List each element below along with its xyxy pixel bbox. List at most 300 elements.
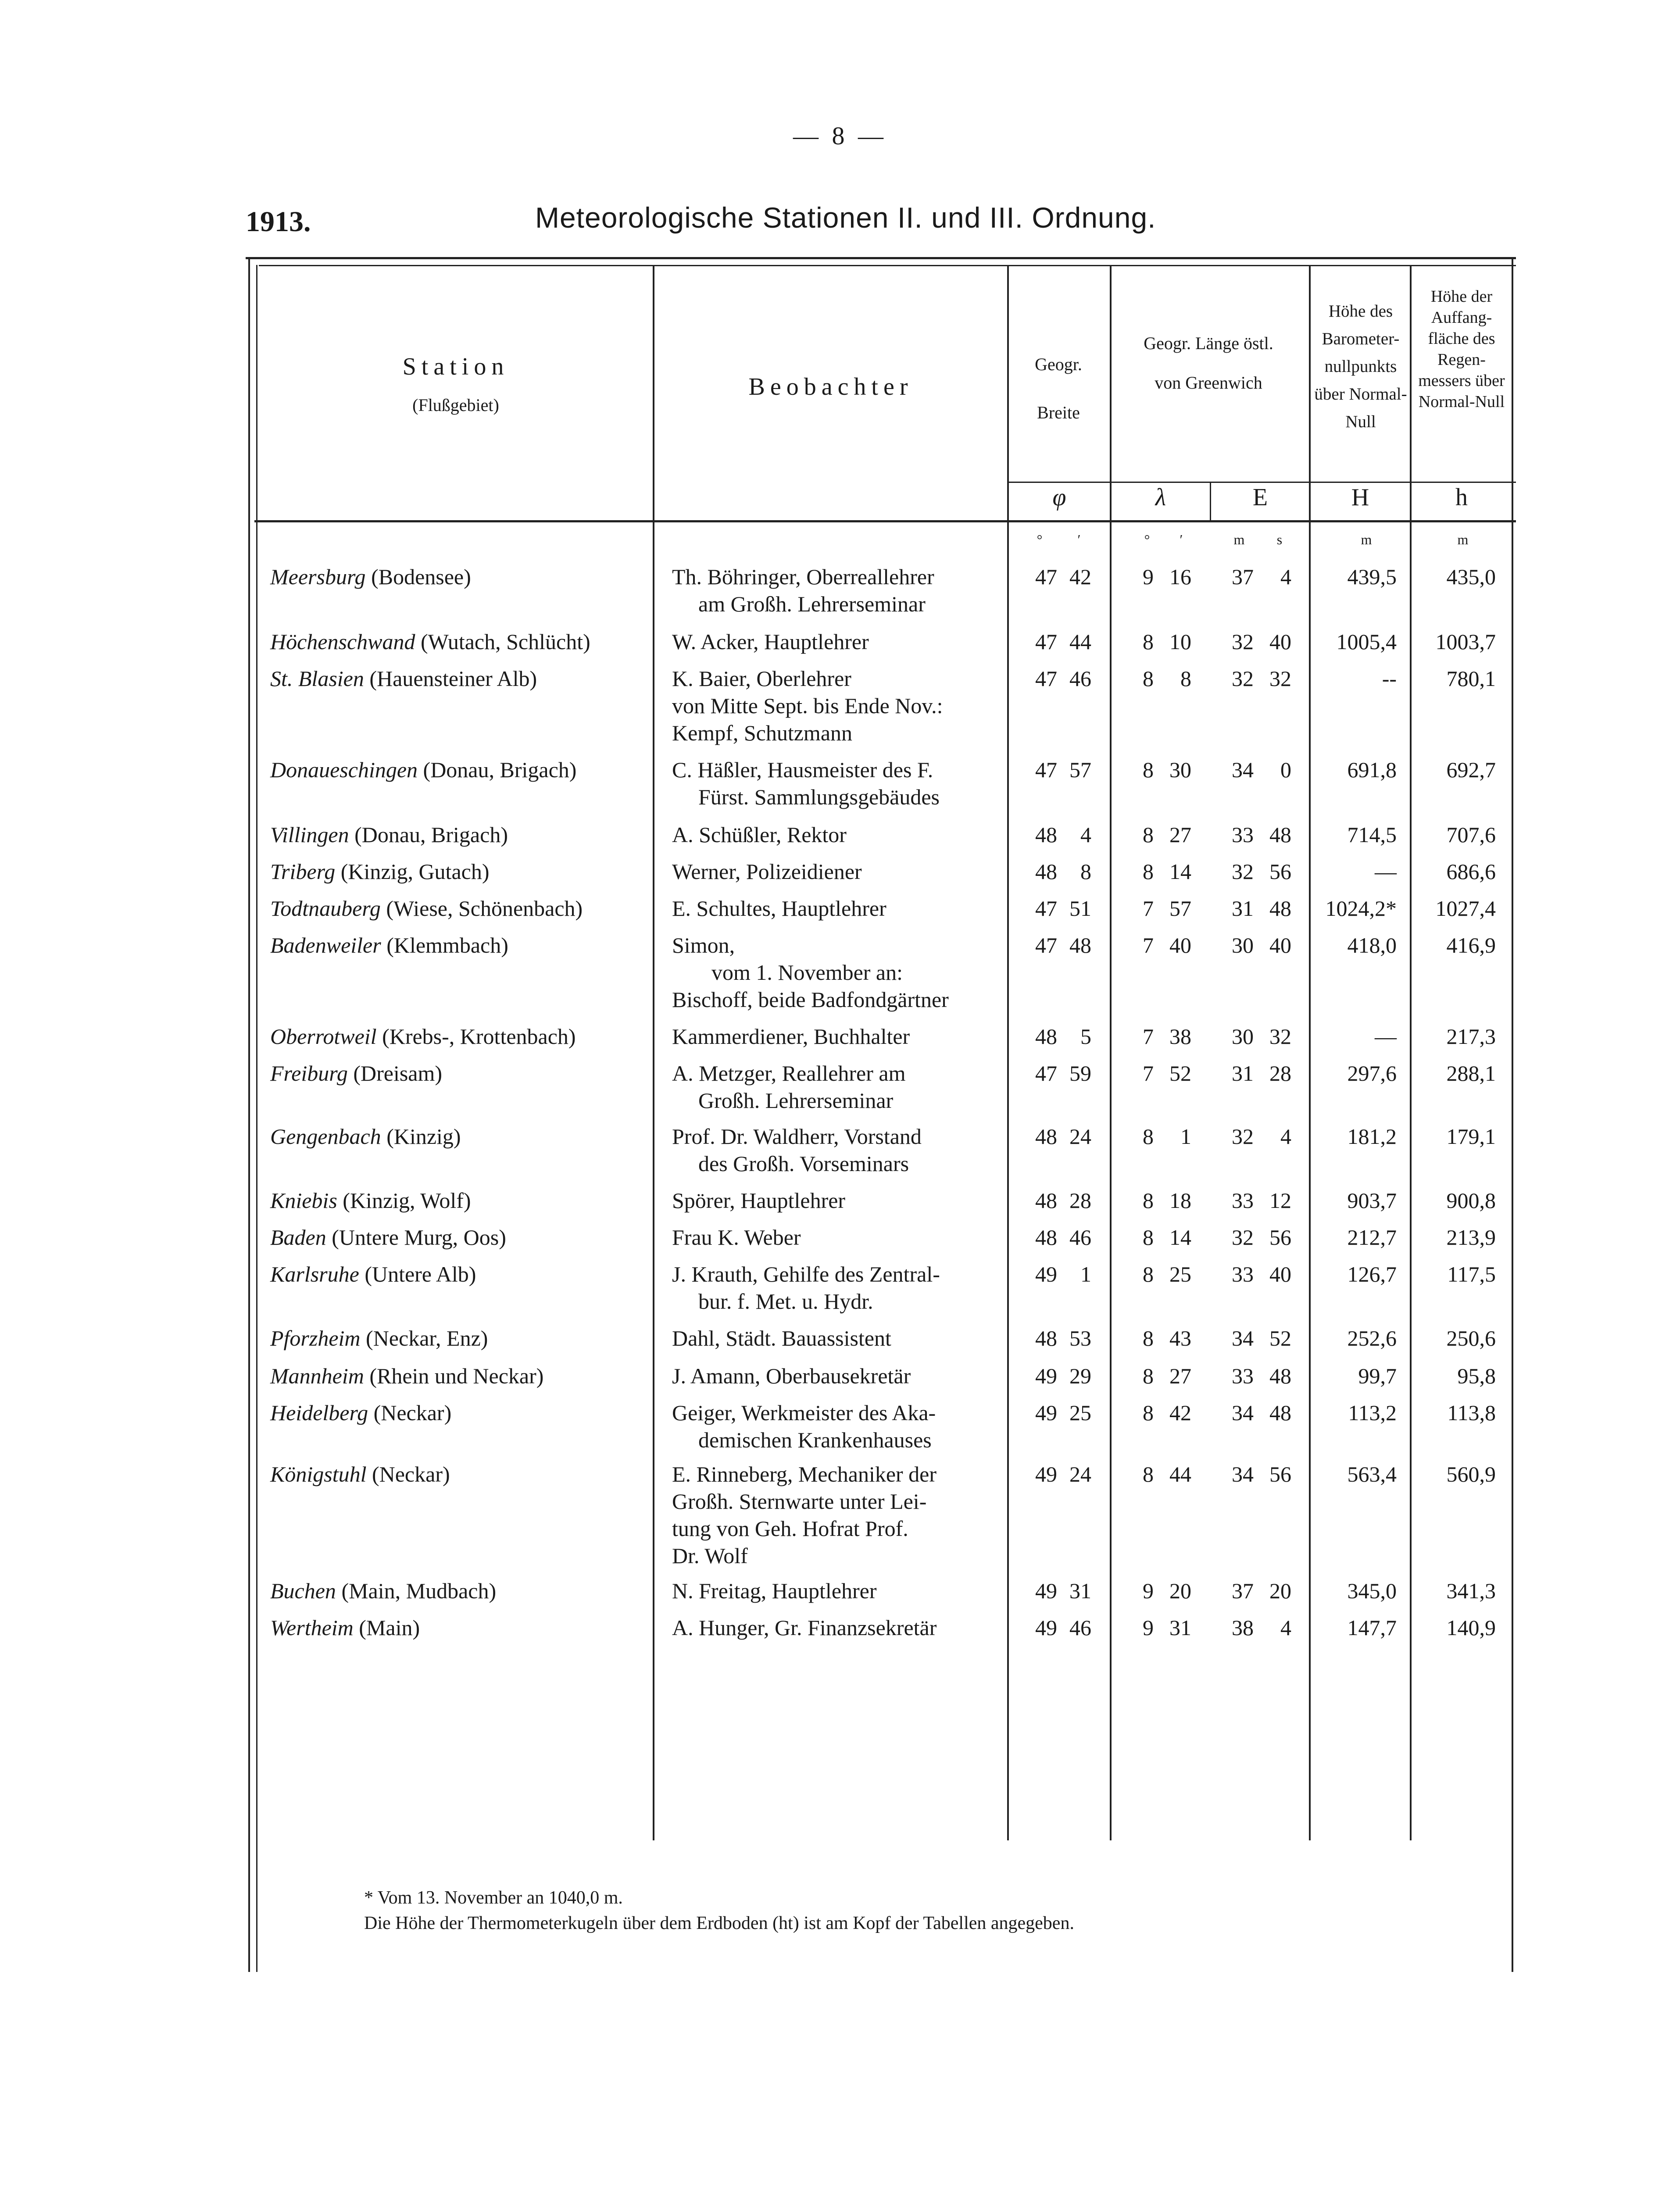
header-barometer: Höhe des Barometer-nullpunkts über Normal-Null (1314, 302, 1407, 431)
observer-line: des Großh. Vorseminars (698, 1151, 909, 1176)
value-lon-d: 7 (1143, 1024, 1154, 1049)
station-name: Karlsruhe (270, 1262, 359, 1286)
value-lat-m: 24 (1069, 1462, 1091, 1486)
observer-cell (672, 1224, 997, 1251)
station-name: Triberg (270, 859, 336, 884)
station-river: (Donau, Brigach) (423, 757, 577, 782)
value-h: 341,3 (1446, 1579, 1496, 1603)
value-lat-d: 49 (1035, 1615, 1057, 1640)
station-name: Baden (270, 1225, 326, 1250)
unit-E-m: m (1233, 532, 1245, 547)
value-e-m: 38 (1232, 1615, 1254, 1640)
station-cell (270, 1187, 471, 1214)
station-cell (270, 1399, 451, 1426)
value-lat-m: 29 (1069, 1364, 1091, 1388)
value-lon-m: 18 (1169, 1188, 1191, 1213)
header-observer: Beobachter (748, 373, 913, 400)
year-label: 1913. (246, 206, 311, 238)
value-lat-d: 48 (1035, 1124, 1057, 1149)
value-lon-d: 8 (1143, 1462, 1154, 1486)
value-lat-m: 57 (1069, 757, 1091, 782)
value-lon-m: 20 (1169, 1579, 1191, 1603)
value-lat-d: 47 (1035, 564, 1057, 589)
value-lat-d: 47 (1035, 666, 1057, 691)
value-lat-m: 25 (1069, 1400, 1091, 1425)
col-divider-observer (653, 265, 654, 1840)
value-h: 288,1 (1446, 1061, 1496, 1086)
station-river: (Hauensteiner Alb) (369, 666, 537, 691)
value-h: 1003,7 (1435, 629, 1496, 654)
table-left-border (248, 257, 250, 1972)
value-e-m: 33 (1232, 822, 1254, 847)
unit-E-s: s (1276, 532, 1283, 547)
value-e-m: 31 (1232, 1061, 1254, 1086)
value-H: 1005,4 (1336, 629, 1397, 654)
value-lon-d: 8 (1143, 1188, 1154, 1213)
value-h: 692,7 (1446, 757, 1496, 782)
header-bottom-rule (254, 520, 1516, 522)
value-e-m: 37 (1232, 1579, 1254, 1603)
observer-line: A. Hunger, Gr. Finanzsekretär (672, 1615, 937, 1640)
value-h: 1027,4 (1435, 896, 1496, 921)
observer-line: J. Amann, Oberbausekretär (672, 1364, 911, 1388)
value-e-m: 32 (1232, 666, 1254, 691)
unit-lat-min: ′ (1077, 532, 1081, 547)
header-station-sub: (Flußgebiet) (412, 395, 499, 415)
value-lat-d: 47 (1035, 896, 1057, 921)
value-lon-m: 16 (1169, 564, 1191, 589)
observer-cell (672, 1461, 997, 1569)
value-H: 252,6 (1347, 1326, 1397, 1350)
station-river: (Untere Murg, Oos) (332, 1225, 506, 1250)
value-h: 140,9 (1446, 1615, 1496, 1640)
station-name: Heidelberg (270, 1400, 368, 1425)
observer-line: E. Rinneberg, Mechaniker der (672, 1462, 937, 1486)
station-river: (Main, Mudbach) (341, 1579, 497, 1603)
value-h: 113,8 (1447, 1400, 1496, 1425)
observer-line: Fürst. Sammlungsgebäudes (698, 785, 940, 809)
station-cell (270, 1461, 450, 1488)
value-lat-d: 48 (1035, 1188, 1057, 1213)
value-H: — (1375, 859, 1397, 884)
value-H: 297,6 (1347, 1061, 1397, 1086)
value-lat-d: 49 (1035, 1462, 1057, 1486)
station-name: Freiburg (270, 1061, 348, 1086)
value-h: 95,8 (1457, 1364, 1496, 1388)
station-name: Höchenschwand (270, 629, 415, 654)
value-lat-m: 44 (1069, 629, 1091, 654)
observer-line: Dr. Wolf (672, 1543, 748, 1568)
footnote-line-2: Die Höhe der Thermometerkugeln über dem Erdboden (ht) ist am Kopf der Tabellen angegeben. (364, 1913, 1074, 1933)
station-cell (270, 932, 508, 959)
value-H: 691,8 (1347, 757, 1397, 782)
station-cell (270, 1224, 506, 1251)
value-lat-d: 47 (1035, 933, 1057, 957)
observer-line: tung von Geh. Hofrat Prof. (672, 1516, 908, 1541)
value-e-s: 20 (1269, 1579, 1291, 1603)
value-lat-d: 48 (1035, 1225, 1057, 1250)
value-lon-d: 8 (1143, 1225, 1154, 1250)
station-name: Pforzheim (270, 1326, 361, 1350)
observer-line: A. Metzger, Reallehrer am (672, 1061, 906, 1086)
value-h: 179,1 (1446, 1124, 1496, 1149)
value-H: 563,4 (1347, 1462, 1397, 1486)
value-e-m: 34 (1232, 1462, 1254, 1486)
value-lat-d: 47 (1035, 757, 1057, 782)
value-H: 126,7 (1347, 1262, 1397, 1286)
value-e-m: 34 (1232, 757, 1254, 782)
value-lat-d: 48 (1035, 822, 1057, 847)
value-lat-d: 49 (1035, 1400, 1057, 1425)
value-lon-m: 43 (1169, 1326, 1191, 1350)
value-e-s: 4 (1280, 564, 1291, 589)
page-number: — 8 — (793, 121, 887, 150)
value-H: 1024,2* (1325, 896, 1397, 921)
observer-cell (672, 756, 997, 811)
value-lon-d: 8 (1143, 629, 1154, 654)
value-lat-d: 49 (1035, 1579, 1057, 1603)
symbol-phi: φ (1052, 484, 1066, 511)
value-lon-d: 7 (1143, 1061, 1154, 1086)
symbol-H: H (1351, 484, 1369, 511)
value-lon-m: 8 (1180, 666, 1191, 691)
value-h: 250,6 (1446, 1326, 1496, 1350)
observer-cell (672, 665, 997, 746)
value-H: — (1375, 1024, 1397, 1049)
station-river: (Neckar) (373, 1400, 452, 1425)
value-H: -- (1382, 666, 1397, 691)
station-river: (Kinzig, Wolf) (343, 1188, 471, 1213)
station-cell (270, 563, 471, 590)
station-cell (270, 1261, 476, 1288)
value-lat-d: 48 (1035, 1024, 1057, 1049)
value-e-m: 32 (1232, 1124, 1254, 1149)
value-lat-m: 46 (1069, 1225, 1091, 1250)
station-name: Donaueschingen (270, 757, 418, 782)
station-river: (Krebs-, Krottenbach) (382, 1024, 576, 1049)
value-e-s: 32 (1269, 1024, 1291, 1049)
value-lon-d: 8 (1143, 757, 1154, 782)
station-cell (270, 1325, 488, 1352)
observer-line: Großh. Lehrerseminar (698, 1088, 894, 1113)
value-e-m: 34 (1232, 1400, 1254, 1425)
value-e-m: 33 (1232, 1364, 1254, 1388)
station-river: (Main) (359, 1615, 420, 1640)
observer-cell (672, 1261, 997, 1315)
value-h: 435,0 (1446, 564, 1496, 589)
value-h: 686,6 (1446, 859, 1496, 884)
symbol-lambda: λ (1155, 484, 1166, 511)
value-lat-m: 51 (1069, 896, 1091, 921)
value-lat-m: 46 (1069, 666, 1091, 691)
symbol-h: h (1455, 484, 1468, 511)
value-e-m: 32 (1232, 859, 1254, 884)
value-e-s: 12 (1269, 1188, 1291, 1213)
value-lat-d: 48 (1035, 1326, 1057, 1350)
value-lat-m: 53 (1069, 1326, 1091, 1350)
value-lon-m: 52 (1169, 1061, 1191, 1086)
symbol-divider-rule (1007, 482, 1516, 483)
value-H: 714,5 (1347, 822, 1397, 847)
station-name: Meersburg (270, 564, 366, 589)
value-e-s: 48 (1269, 1400, 1291, 1425)
value-H: 212,7 (1347, 1225, 1397, 1250)
value-e-s: 48 (1269, 896, 1291, 921)
observer-cell (672, 1362, 997, 1389)
station-river: (Kinzig) (386, 1124, 461, 1149)
station-name: Badenweiler (270, 933, 381, 957)
footnote-line-1: * Vom 13. November an 1040,0 m. (364, 1888, 623, 1908)
value-lon-d: 7 (1143, 896, 1154, 921)
value-lat-m: 24 (1069, 1124, 1091, 1149)
station-name: Todtnauberg (270, 896, 381, 921)
station-cell (270, 1060, 442, 1087)
observer-cell (672, 1614, 997, 1641)
value-lat-m: 28 (1069, 1188, 1091, 1213)
observer-line: Kempf, Schutzmann (672, 721, 853, 745)
value-lat-m: 5 (1080, 1024, 1091, 1049)
observer-line: von Mitte Sept. bis Ende Nov.: (672, 693, 943, 718)
value-h: 416,9 (1446, 933, 1496, 957)
symbol-E: E (1252, 484, 1268, 511)
value-e-s: 40 (1269, 629, 1291, 654)
value-lon-m: 38 (1169, 1024, 1191, 1049)
station-river: (Neckar, Enz) (366, 1326, 488, 1350)
col-divider-E (1210, 482, 1211, 520)
station-name: St. Blasien (270, 666, 364, 691)
value-lon-d: 9 (1143, 1579, 1154, 1603)
station-name: Villingen (270, 822, 349, 847)
station-cell (270, 665, 537, 692)
footnote (364, 1885, 1074, 1936)
value-e-m: 32 (1232, 629, 1254, 654)
observer-cell (672, 895, 997, 922)
value-lon-m: 30 (1169, 757, 1191, 782)
value-e-s: 56 (1269, 859, 1291, 884)
observer-line: Prof. Dr. Waldherr, Vorstand (672, 1124, 922, 1149)
value-lon-d: 8 (1143, 666, 1154, 691)
unit-lon-min: ′ (1180, 532, 1183, 547)
station-cell (270, 858, 489, 885)
value-H: 345,0 (1347, 1579, 1397, 1603)
observer-cell (672, 821, 997, 848)
observer-cell (672, 1399, 997, 1454)
value-lat-m: 59 (1069, 1061, 1091, 1086)
value-lon-m: 14 (1169, 1225, 1191, 1250)
value-lon-d: 8 (1143, 1124, 1154, 1149)
value-lat-d: 48 (1035, 859, 1057, 884)
table-top-rule-inner (259, 265, 1516, 266)
value-lon-m: 40 (1169, 933, 1191, 957)
station-cell (270, 628, 590, 655)
unit-H: m (1361, 532, 1372, 547)
station-river: (Wutach, Schlücht) (421, 629, 590, 654)
observer-line: W. Acker, Hauptlehrer (672, 629, 869, 654)
observer-line: Th. Böhringer, Oberreallehrer (672, 564, 934, 589)
value-h: 560,9 (1446, 1462, 1496, 1486)
value-e-s: 4 (1280, 1615, 1291, 1640)
value-H: 181,2 (1347, 1124, 1397, 1149)
value-lon-m: 42 (1169, 1400, 1191, 1425)
table-left-border-inner (256, 265, 257, 1972)
value-lat-d: 49 (1035, 1262, 1057, 1286)
station-cell (270, 1614, 420, 1641)
station-name: Gengenbach (270, 1124, 381, 1149)
value-lon-d: 8 (1143, 1364, 1154, 1388)
value-lon-d: 8 (1143, 1262, 1154, 1286)
observer-line: Bischoff, beide Badfondgärtner (672, 987, 949, 1012)
value-e-s: 4 (1280, 1124, 1291, 1149)
value-lon-d: 9 (1143, 1615, 1154, 1640)
value-lat-m: 8 (1080, 859, 1091, 884)
observer-line: C. Häßler, Hausmeister des F. (672, 757, 933, 782)
value-H: 439,5 (1347, 564, 1397, 589)
table-right-border (1512, 257, 1513, 1972)
value-lon-m: 57 (1169, 896, 1191, 921)
station-river: (Bodensee) (371, 564, 471, 589)
value-e-s: 56 (1269, 1462, 1291, 1486)
value-H: 418,0 (1347, 933, 1397, 957)
value-lon-m: 25 (1169, 1262, 1191, 1286)
value-e-s: 0 (1280, 757, 1291, 782)
observer-line: am Großh. Lehrerseminar (698, 592, 926, 616)
observer-cell (672, 628, 997, 655)
value-h: 707,6 (1446, 822, 1496, 847)
value-e-m: 31 (1232, 896, 1254, 921)
value-lat-d: 49 (1035, 1364, 1057, 1388)
unit-lon-deg: ° (1144, 532, 1150, 547)
station-cell (270, 1123, 461, 1150)
station-name: Wertheim (270, 1615, 354, 1640)
observer-line: demischen Krankenhauses (698, 1428, 932, 1452)
station-river: (Kinzig, Gutach) (340, 859, 490, 884)
value-e-m: 30 (1232, 933, 1254, 957)
value-lat-m: 46 (1069, 1615, 1091, 1640)
observer-cell (672, 858, 997, 885)
value-h: 217,3 (1446, 1024, 1496, 1049)
value-lon-m: 31 (1169, 1615, 1191, 1640)
value-lon-m: 1 (1180, 1124, 1191, 1149)
value-H: 903,7 (1347, 1188, 1397, 1213)
station-name: Mannheim (270, 1364, 364, 1388)
observer-cell (672, 932, 997, 1013)
value-lon-m: 14 (1169, 859, 1191, 884)
value-lon-d: 9 (1143, 564, 1154, 589)
value-h: 780,1 (1446, 666, 1496, 691)
unit-h: m (1457, 532, 1469, 547)
observer-line: Großh. Sternwarte unter Lei- (672, 1489, 927, 1514)
station-river: (Donau, Brigach) (354, 822, 508, 847)
value-lat-d: 47 (1035, 629, 1057, 654)
value-e-m: 33 (1232, 1188, 1254, 1213)
value-H: 147,7 (1347, 1615, 1397, 1640)
value-e-s: 48 (1269, 1364, 1291, 1388)
value-h: 213,9 (1446, 1225, 1496, 1250)
value-e-m: 33 (1232, 1262, 1254, 1286)
value-e-s: 32 (1269, 666, 1291, 691)
observer-line: Kammerdiener, Buchhalter (672, 1024, 910, 1049)
observer-line: J. Krauth, Gehilfe des Zentral- (672, 1262, 940, 1286)
value-lat-m: 1 (1080, 1262, 1091, 1286)
station-river: (Dreisam) (353, 1061, 443, 1086)
value-lon-d: 7 (1143, 933, 1154, 957)
value-e-s: 48 (1269, 822, 1291, 847)
value-lat-m: 4 (1080, 822, 1091, 847)
value-e-m: 30 (1232, 1024, 1254, 1049)
station-name: Buchen (270, 1579, 336, 1603)
value-lon-m: 27 (1169, 822, 1191, 847)
page-title: Meteorologische Stationen II. und III. Ordnung. (535, 201, 1156, 234)
value-e-m: 34 (1232, 1326, 1254, 1350)
observer-cell (672, 1577, 997, 1604)
value-lon-d: 8 (1143, 822, 1154, 847)
table-top-rule (246, 257, 1516, 259)
header-raingauge: Höhe der Auffang-fläche des Regen-messers über Normal-Null (1418, 287, 1505, 411)
value-h: 117,5 (1447, 1262, 1496, 1286)
value-lon-m: 10 (1169, 629, 1191, 654)
station-river: (Rhein und Neckar) (369, 1364, 544, 1388)
observer-cell (672, 1023, 997, 1050)
station-cell (270, 895, 583, 922)
observer-line: E. Schultes, Hauptlehrer (672, 896, 886, 921)
value-e-s: 40 (1269, 933, 1291, 957)
station-river: (Neckar) (372, 1462, 450, 1486)
observer-line: Frau K. Weber (672, 1225, 801, 1250)
value-lon-d: 8 (1143, 1400, 1154, 1425)
value-H: 113,2 (1348, 1400, 1397, 1425)
value-lon-m: 44 (1169, 1462, 1191, 1486)
observer-line: N. Freitag, Hauptlehrer (672, 1579, 877, 1603)
value-lon-m: 27 (1169, 1364, 1191, 1388)
station-name: Oberrotweil (270, 1024, 377, 1049)
station-river: (Klemmbach) (386, 933, 508, 957)
value-lon-d: 8 (1143, 859, 1154, 884)
value-e-s: 28 (1269, 1061, 1291, 1086)
value-lat-m: 42 (1069, 564, 1091, 589)
observer-cell (672, 1325, 997, 1352)
value-e-s: 56 (1269, 1225, 1291, 1250)
observer-line: K. Baier, Oberlehrer (672, 666, 851, 691)
observer-line: Dahl, Städt. Bauassistent (672, 1326, 891, 1350)
observer-line: bur. f. Met. u. Hydr. (698, 1289, 873, 1314)
value-e-m: 32 (1232, 1225, 1254, 1250)
observer-line: A. Schüßler, Rektor (672, 822, 847, 847)
observer-line: Geiger, Werkmeister des Aka- (672, 1400, 936, 1425)
station-cell (270, 1023, 576, 1050)
value-lon-d: 8 (1143, 1326, 1154, 1350)
header-latitude: Geogr. Breite (1035, 354, 1082, 422)
station-river: (Wiese, Schönenbach) (386, 896, 583, 921)
header-station: Station (402, 353, 509, 380)
observer-cell (672, 1187, 997, 1214)
value-lat-m: 48 (1069, 933, 1091, 957)
observer-line: Spörer, Hauptlehrer (672, 1188, 846, 1213)
observer-cell (672, 563, 997, 618)
station-cell (270, 821, 508, 848)
station-cell (270, 1577, 496, 1604)
unit-lat-deg: ° (1037, 532, 1043, 547)
observer-line: vom 1. November an: (711, 960, 903, 985)
observer-cell (672, 1060, 997, 1114)
observer-line: Werner, Polizeidiener (672, 859, 862, 884)
value-e-s: 52 (1269, 1326, 1291, 1350)
station-river: (Untere Alb) (365, 1262, 476, 1286)
station-cell (270, 756, 576, 783)
station-name: Königstuhl (270, 1462, 367, 1486)
value-lat-d: 47 (1035, 1061, 1057, 1086)
observer-cell (672, 1123, 997, 1177)
value-e-s: 40 (1269, 1262, 1291, 1286)
